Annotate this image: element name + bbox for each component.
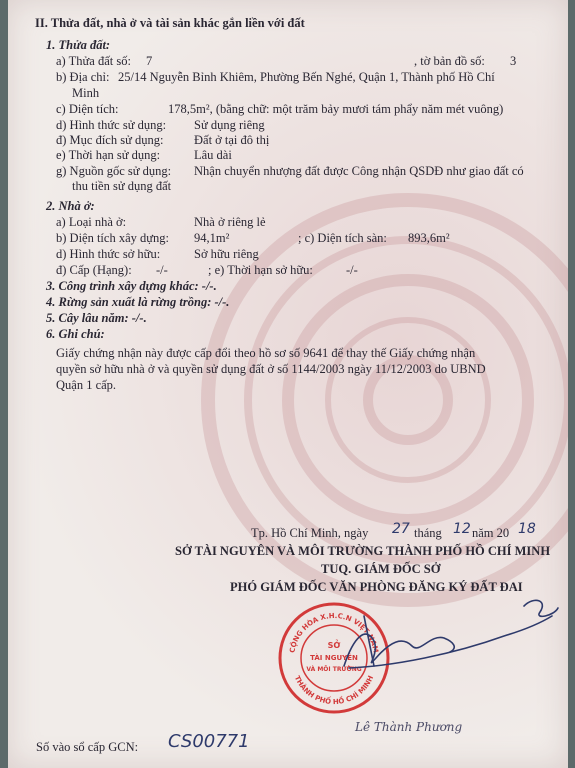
use-purpose-value: Đất ở tại đô thị xyxy=(194,133,270,147)
use-term-label: e) Thời hạn sử dụng: xyxy=(56,148,161,162)
address-label: b) Địa chỉ: xyxy=(56,70,110,84)
use-form-value: Sử dụng riêng xyxy=(194,118,265,132)
parcel-label: a) Thửa đất số: xyxy=(56,54,131,68)
use-purpose-label: đ) Mục đích sử dụng: xyxy=(56,133,164,147)
note-line-1: Giấy chứng nhận này được cấp đổi theo hồ sơ số 9641 để thay thế Giấy chứng nhận xyxy=(56,346,476,360)
ownership-value: Sở hữu riêng xyxy=(194,247,259,261)
parcel-number: 7 xyxy=(146,54,153,68)
certificate-page xyxy=(8,0,568,768)
area-value: 178,5m², (bằng chữ: một trăm bảy mươi tám phẩy năm mét vuông) xyxy=(168,102,504,116)
seal-top-text: CỘNG HÒA X.H.C.N VIỆT NAM xyxy=(288,611,380,654)
signer-title: PHÓ GIÁM ĐỐC VĂN PHÒNG ĐĂNG KÝ ĐẤT ĐAI xyxy=(230,580,523,594)
issue-year: 18 xyxy=(518,521,536,537)
house-heading: 2. Nhà ở: xyxy=(46,199,95,213)
build-area-value: 94,1m² xyxy=(194,231,230,245)
ownership-label: d) Hình thức sở hữu: xyxy=(56,247,161,261)
house-type-label: a) Loại nhà ở: xyxy=(56,215,127,229)
use-form-label: d) Hình thức sử dụng: xyxy=(56,118,167,132)
note-line-2: quyền sở hữu nhà ở và quyền sử dụng đất ở số 1144/2003 ngày 11/12/2003 do UBND xyxy=(56,362,486,376)
production-forest: 4. Rừng sản xuất là rừng trồng: -/-. xyxy=(46,295,230,309)
area-label: c) Diện tích: xyxy=(56,102,119,116)
signer-name: Lê Thành Phương xyxy=(355,720,463,734)
floor-area-label: ; c) Diện tích sàn: xyxy=(298,231,387,245)
map-label: , tờ bản đồ số: xyxy=(414,54,485,68)
section-title: II. Thửa đất, nhà ở và tài sản khác gắn liền với đất xyxy=(35,16,305,30)
grade-label: đ) Cấp (Hạng): xyxy=(56,263,132,277)
signature xyxy=(304,596,564,716)
seal-center-3: VÀ MÔI TRƯỜNG xyxy=(306,666,362,673)
map-number: 3 xyxy=(510,54,517,68)
use-term-value: Lâu dài xyxy=(194,148,232,162)
note-line-3: Quận 1 cấp. xyxy=(56,378,117,392)
authority-name: SỞ TÀI NGUYÊN VÀ MÔI TRƯỜNG THÀNH PHỐ HỒ CHÍ MINH xyxy=(175,544,551,558)
registry-label: Số vào sổ cấp GCN: xyxy=(36,740,139,754)
origin-label: g) Nguồn gốc sử dụng: xyxy=(56,164,172,178)
build-area-label: b) Diện tích xây dựng: xyxy=(56,231,170,245)
issue-place: Tp. Hồ Chí Minh, ngày xyxy=(251,526,369,540)
origin-line-2: thu tiền sử dụng đất xyxy=(72,179,172,193)
authority-delegation: TUQ. GIÁM ĐỐC SỞ xyxy=(321,562,441,576)
address-line-1: 25/14 Nguyễn Bỉnh Khiêm, Phường Bến Nghé, Quận 1, Thành phố Hồ Chí xyxy=(118,70,495,84)
seal-bottom-text: THÀNH PHỐ HỒ CHÍ MINH xyxy=(292,674,376,707)
perennial-trees: 5. Cây lâu năm: -/-. xyxy=(46,311,147,325)
address-line-2: Minh xyxy=(72,86,100,100)
ownership-term-value: -/- xyxy=(346,263,358,277)
month-label: tháng xyxy=(414,526,442,540)
house-type-value: Nhà ở riêng lẻ xyxy=(194,215,266,229)
seal-center-1: SỞ xyxy=(327,641,341,650)
registry-number: CS00771 xyxy=(168,731,250,752)
origin-line-1: Nhận chuyển nhượng đất được Công nhận QSDĐ như giao đất có xyxy=(194,164,524,178)
other-works: 3. Công trình xây dựng khác: -/-. xyxy=(46,279,217,293)
grade-value: -/- xyxy=(156,263,168,277)
ownership-term-label: ; e) Thời hạn sở hữu: xyxy=(208,263,313,277)
issue-month: 12 xyxy=(453,521,471,537)
land-heading: 1. Thửa đất: xyxy=(46,38,111,52)
floor-area-value: 893,6m² xyxy=(408,231,450,245)
notes-heading: 6. Ghi chú: xyxy=(46,327,105,341)
seal-center-2: TÀI NGUYÊN xyxy=(310,654,358,662)
issue-day: 27 xyxy=(392,521,410,537)
year-prefix: năm 20 xyxy=(472,526,510,540)
